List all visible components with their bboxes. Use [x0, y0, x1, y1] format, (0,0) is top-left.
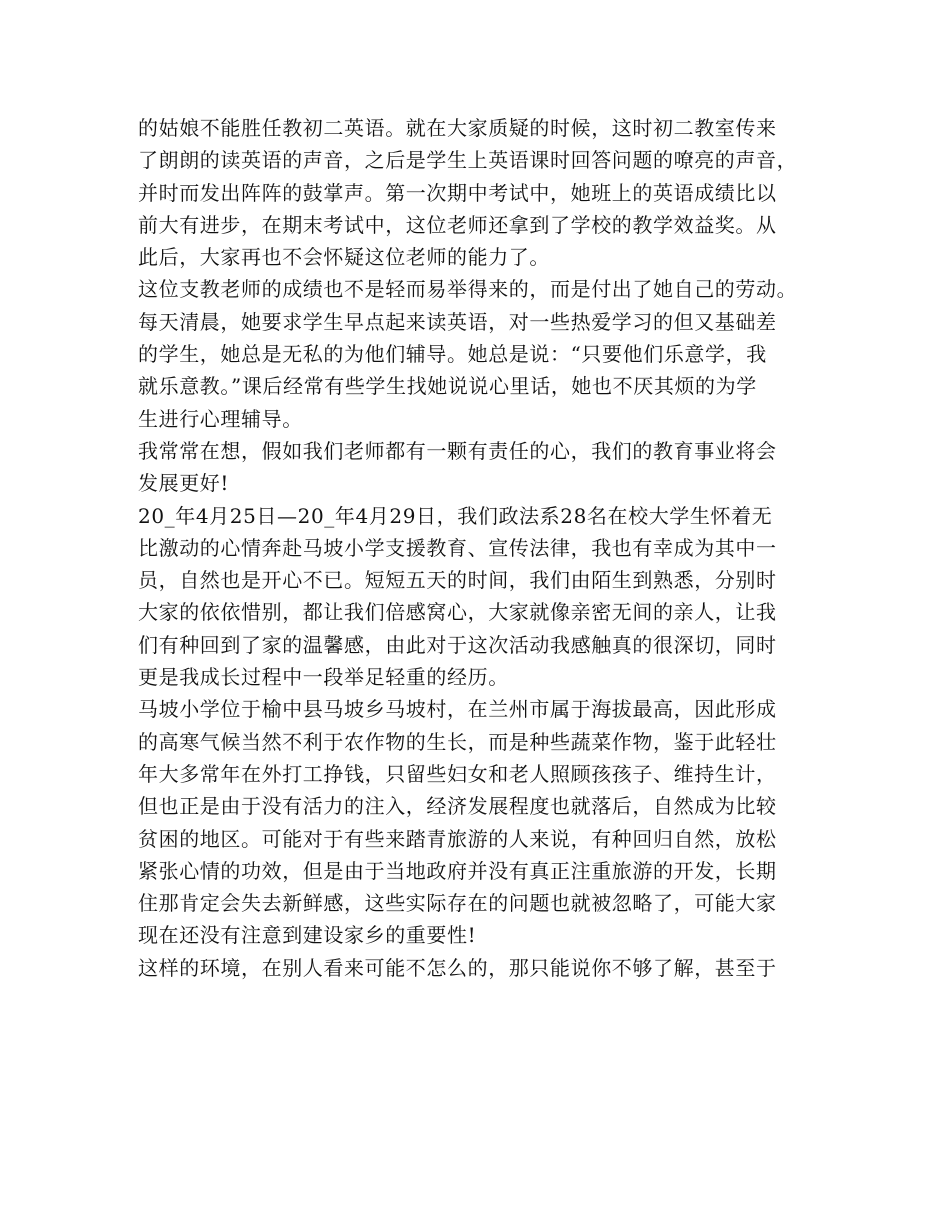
text-line: 了朗朗的读英语的声音，之后是学生上英语课时回答问题的嘹亮的声音，	[138, 148, 798, 173]
text-line: 这位支教老师的成绩也不是轻而易举得来的，而是付出了她自己的劳动。	[138, 277, 798, 302]
text-line: 前大有进步，在期末考试中，这位老师还拿到了学校的教学效益奖。从	[138, 212, 777, 237]
text-line: 每天清晨，她要求学生早点起来读英语，对一些热爱学习的但又基础差	[138, 309, 777, 334]
text-line: 现在还没有注意到建设家乡的重要性!	[138, 923, 477, 948]
text-line: 紧张心情的功效，但是由于当地政府并没有真正注重旅游的开发，长期	[138, 858, 777, 883]
text-line: 此后，大家再也不会怀疑这位老师的能力了。	[138, 245, 550, 270]
text-line: 但也正是由于没有活力的注入，经济发展程度也就落后，自然成为比较	[138, 794, 777, 819]
text-line: 更是我成长过程中一段举足轻重的经历。	[138, 665, 509, 690]
text-line: 比激动的心情奔赴马坡小学支援教育、宣传法律，我也有幸成为其中一	[138, 535, 777, 560]
text-line: 马坡小学位于榆中县马坡乡马坡村，在兰州市属于海拔最高，因此形成	[138, 697, 777, 722]
text-line: 我常常在想，假如我们老师都有一颗有责任的心，我们的教育事业将会	[138, 438, 777, 463]
text-line: 的学生，她总是无私的为他们辅导。她总是说：“只要他们乐意学，我	[138, 342, 767, 367]
text-line: 发展更好!	[138, 471, 230, 496]
text-line: 的姑娘不能胜任教初二英语。就在大家质疑的时候，这时初二教室传来	[138, 116, 777, 140]
text-line: 们有种回到了家的温馨感，由此对于这次活动我感触真的很深切，同时	[138, 632, 777, 657]
body-text	[138, 112, 828, 984]
text-line: 年大多常年在外打工挣钱，只留些妇女和老人照顾孩孩子、维持生计，	[138, 761, 777, 786]
text-line: 并时而发出阵阵的鼓掌声。第一次期中考试中，她班上的英语成绩比以	[138, 180, 777, 205]
text-line: 这样的环境，在别人看来可能不怎么的，那只能说你不够了解，甚至于	[138, 955, 777, 980]
text-line: 大家的依依惜别，都让我们倍感窝心，大家就像亲密无间的亲人，让我	[138, 600, 777, 625]
text-line: 住那肯定会失去新鲜感，这些实际存在的问题也就被忽略了，可能大家	[138, 891, 777, 916]
text-line: 20_年4月25日—20_年4月29日，我们政法系28名在校大学生怀着无	[138, 503, 773, 528]
text-line: 员，自然也是开心不已。短短五天的时间，我们由陌生到熟悉，分别时	[138, 568, 777, 593]
text-line: 的高寒气候当然不利于农作物的生长，而是种些蔬菜作物，鉴于此轻壮	[138, 729, 777, 754]
text-line: 贫困的地区。可能对于有些来踏青旅游的人来说，有种回归自然，放松	[138, 826, 777, 851]
text-line: 就乐意教。”课后经常有些学生找她说说心里话，她也不厌其烦的为学	[138, 374, 757, 399]
text-line: 生进行心理辅导。	[138, 406, 303, 431]
